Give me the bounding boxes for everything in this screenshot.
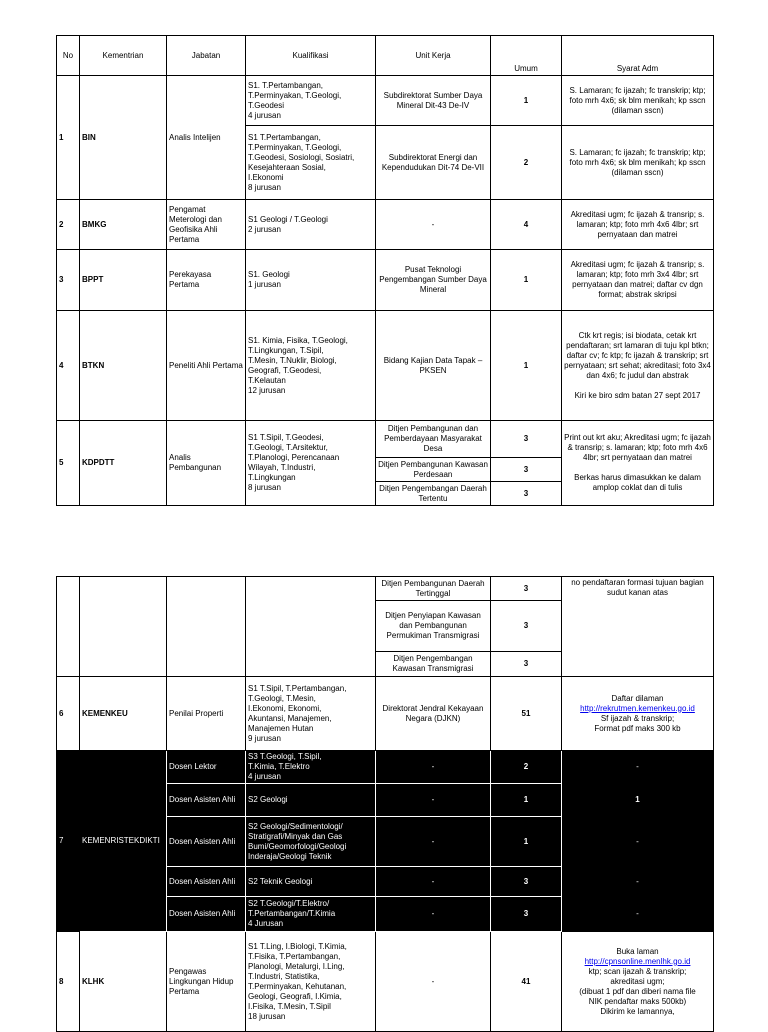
cell-kualifikasi: S1 Geologi / T.Geologi 2 jurusan (246, 200, 376, 250)
cell-umum: 3 (491, 652, 562, 677)
cell-no: 2 (57, 200, 80, 250)
cell-umum: 2 (491, 751, 562, 784)
cell-kualifikasi: S1 T.Ling, I.Biologi, T.Kimia, T.Fisika, T.Pertambangan, Planologi, Metalurgi, I.Ling, T.Industri, Statistika, T.Perminyakan, Kehutanan, Geologi, Geografi, I.Kimia, I.Fisika, T.Mesin, T.Sipil 18 jurusan (246, 932, 376, 1032)
cell-syarat: Akreditasi ugm; fc ijazah & transrip; s. lamaran; ktp; foto mrh 4x6 4lbr; srt pernyataan dan matrei (562, 200, 714, 250)
header-no: No (57, 36, 80, 76)
cell-umum: 1 (491, 311, 562, 421)
cell-no: 8 (57, 932, 80, 1032)
cell-kualifikasi: S2 Geologi (246, 784, 376, 817)
cell-jabatan: Penilai Properti (167, 677, 246, 751)
table-row (57, 200, 714, 250)
cell-unit-kerja: Bidang Kajian Data Tapak – PKSEN (376, 311, 491, 421)
cell-syarat: - (562, 817, 714, 867)
cell-unit-kerja: Direktorat Jendral Kekayaan Negara (DJKN) (376, 677, 491, 751)
cell-kualifikasi: S2 Geologi/Sedimentologi/ Stratigrafi/Minyak dan Gas Bumi/Geomorfologi/Geologi Inderaja/Geologi Teknik (246, 817, 376, 867)
formation-table-page-1 (56, 35, 714, 506)
cell-jabatan (167, 577, 246, 677)
cell-syarat (562, 932, 714, 1032)
klhk-link[interactable]: http://cpnsonline.menlhk.go.id (584, 956, 691, 966)
cell-kualifikasi: S1 T.Sipil, T.Pertambangan, T.Geologi, T.Mesin, I.Ekonomi, Ekonomi, Akuntansi, Manajemen, Manajemen Hutan 9 jurusan (246, 677, 376, 751)
syarat-text: Sf ijazah & transkrip; Format pdf maks 300 kb (594, 713, 681, 733)
cell-kualifikasi: S1 T.Sipil, T.Geodesi, T.Geologi, T.Arsitektur, T.Planologi, Perencanaan Wilayah, T.Industri, T.Lingkungan 8 jurusan (246, 421, 376, 506)
cell-umum: 3 (491, 458, 562, 482)
cell-syarat: Print out krt aku; Akreditasi ugm; fc ijazah & transrip; s. lamaran; ktp; foto mrh 4x6 4lbr; srt pernyataan dan matrei Berkas harus dimasukkan ke dalam amplop coklat dan di tulis (562, 421, 714, 506)
cell-unit-kerja: Ditjen Pembangunan Daerah Tertinggal (376, 577, 491, 601)
header-kementrian: Kementrian (80, 36, 167, 76)
table-row (57, 577, 714, 601)
formation-table-page-2 (56, 576, 714, 1032)
cell-jabatan: Dosen Asisten Ahli (167, 784, 246, 817)
table-row (57, 250, 714, 311)
cell-unit-kerja: Ditjen Penyiapan Kawasan dan Pembangunan Permukiman Transmigrasi (376, 601, 491, 652)
cell-unit-kerja: Ditjen Pembangunan Kawasan Perdesaan (376, 458, 491, 482)
cell-kementrian: BMKG (80, 200, 167, 250)
cell-umum: 51 (491, 677, 562, 751)
cell-no: 3 (57, 250, 80, 311)
kemenkeu-link[interactable]: http://rekrutmen.kemenkeu.go.id (580, 703, 695, 713)
cell-umum: 4 (491, 200, 562, 250)
cell-unit-kerja: - (376, 897, 491, 932)
cell-unit-kerja: Subdirektorat Energi dan Kependudukan Dit-74 De-VII (376, 126, 491, 200)
cell-syarat: - (562, 751, 714, 784)
cell-jabatan: Pengamat Meterologi dan Geofisika Ahli Pertama (167, 200, 246, 250)
cell-jabatan: Dosen Asisten Ahli (167, 867, 246, 897)
cell-umum: 3 (491, 601, 562, 652)
cell-kementrian: KEMENRISTEKDIKTI (80, 751, 167, 932)
cell-umum: 1 (491, 250, 562, 311)
syarat-text: Daftar dilaman (611, 693, 664, 703)
cell-syarat: 1 (562, 784, 714, 817)
cell-kualifikasi: S3 T.Geologi, T.Sipil, T.Kimia, T.Elektro 4 jurusan (246, 751, 376, 784)
cell-umum: 3 (491, 897, 562, 932)
cell-umum: 1 (491, 784, 562, 817)
cell-umum: 2 (491, 126, 562, 200)
cell-no: 6 (57, 677, 80, 751)
cell-umum: 1 (491, 817, 562, 867)
cell-kualifikasi: S1. Kimia, Fisika, T.Geologi, T.Lingkungan, T.Sipil, T.Mesin, T.Nuklir, Biologi, Geografi, T.Geodesi, T.Kelautan 12 jurusan (246, 311, 376, 421)
table-row (57, 932, 714, 1032)
cell-syarat (562, 677, 714, 751)
cell-jabatan: Analis Intelijen (167, 76, 246, 200)
cell-unit-kerja: Ditjen Pengembangan Daerah Tertentu (376, 482, 491, 506)
cell-kementrian: BIN (80, 76, 167, 200)
cell-kualifikasi: S2 T.Geologi/T.Elektro/ T.Pertambangan/T.Kimia 4 Jurusan (246, 897, 376, 932)
cell-unit-kerja: Ditjen Pengembangan Kawasan Transmigrasi (376, 652, 491, 677)
cell-jabatan: Pengawas Lingkungan Hidup Pertama (167, 932, 246, 1032)
cell-unit-kerja: - (376, 932, 491, 1032)
cell-kualifikasi: S1 T.Pertambangan, T.Perminyakan, T.Geologi, T.Geodesi, Sosiologi, Sosiatri, Kesejahteraan Sosial, I.Ekonomi 8 jurusan (246, 126, 376, 200)
cell-umum: 3 (491, 577, 562, 601)
cell-unit-kerja: - (376, 751, 491, 784)
cell-kualifikasi (246, 577, 376, 677)
cell-unit-kerja: Ditjen Pembangunan dan Pemberdayaan Masyarakat Desa (376, 421, 491, 458)
cell-kementrian: KLHK (80, 932, 167, 1032)
cell-jabatan: Peneliti Ahli Pertama (167, 311, 246, 421)
cell-kementrian (80, 577, 167, 677)
table-row (57, 421, 714, 458)
cell-unit-kerja: - (376, 784, 491, 817)
cell-syarat: Akreditasi ugm; fc ijazah & transrip; s. lamaran; ktp; foto mrh 3x4 4lbr; srt pernyataan dan matrei; daftar cv dgn format; abstrak skripsi (562, 250, 714, 311)
cell-unit-kerja: - (376, 867, 491, 897)
cell-umum: 3 (491, 867, 562, 897)
cell-unit-kerja: Subdirektorat Sumber Daya Mineral Dit-43 De-IV (376, 76, 491, 126)
cell-unit-kerja: - (376, 817, 491, 867)
cell-kualifikasi: S2 Teknik Geologi (246, 867, 376, 897)
cell-syarat: no pendaftaran formasi tujuan bagian sudut kanan atas (562, 577, 714, 677)
cell-umum: 3 (491, 421, 562, 458)
table-row (57, 751, 714, 784)
syarat-text: ktp; scan ijazah & transkrip; akreditasi ugm; (dibuat 1 pdf dan diberi nama file NIK pendaftar maks 500kb) Dikirim ke lamannya, (579, 966, 696, 1016)
cell-no: 5 (57, 421, 80, 506)
cell-syarat: S. Lamaran; fc ijazah; fc transkrip; ktp; foto mrh 4x6; sk blm menikah; kp sscn (dilaman sscn) (562, 76, 714, 126)
cell-no: 7 (57, 751, 80, 932)
header-syarat-adm: Syarat Adm (562, 36, 714, 76)
cell-kementrian: BTKN (80, 311, 167, 421)
cell-kualifikasi: S1. T.Pertambangan, T.Perminyakan, T.Geologi, T.Geodesi 4 jurusan (246, 76, 376, 126)
syarat-text: Buka laman (616, 946, 659, 956)
table-row (57, 76, 714, 126)
cell-kualifikasi: S1. Geologi 1 jurusan (246, 250, 376, 311)
cell-jabatan: Dosen Asisten Ahli (167, 817, 246, 867)
table-row (57, 311, 714, 421)
cell-kementrian: BPPT (80, 250, 167, 311)
cell-jabatan: Analis Pembangunan (167, 421, 246, 506)
cell-umum: 1 (491, 76, 562, 126)
header-unit-kerja: Unit Kerja (376, 36, 491, 76)
cell-kementrian: KDPDTT (80, 421, 167, 506)
cell-syarat: - (562, 867, 714, 897)
cell-syarat: - (562, 897, 714, 932)
cell-unit-kerja: - (376, 200, 491, 250)
header-kualifikasi: Kualifikasi (246, 36, 376, 76)
header-row (57, 36, 714, 76)
cell-jabatan: Perekayasa Pertama (167, 250, 246, 311)
header-umum: Umum (491, 36, 562, 76)
cell-jabatan: Dosen Lektor (167, 751, 246, 784)
header-jabatan: Jabatan (167, 36, 246, 76)
cell-syarat: S. Lamaran; fc ijazah; fc transkrip; ktp; foto mrh 4x6; sk blm menikah; kp sscn (dilaman sscn) (562, 126, 714, 200)
cell-no (57, 577, 80, 677)
cell-umum: 41 (491, 932, 562, 1032)
table-row (57, 677, 714, 751)
cell-syarat: Ctk krt regis; isi biodata, cetak krt pendaftaran; srt lamaran di tuju kpl btkn; daftar cv; fc ktp; fc ijazah & transkrip; srt pernyataan; srt sehat; akreditasi; foto 3x4 dan 4x6; fc judul dan abstrak Kiri ke biro sdm batan 27 sept 2017 (562, 311, 714, 421)
cell-no: 1 (57, 76, 80, 200)
cell-umum: 3 (491, 482, 562, 506)
cell-kementrian: KEMENKEU (80, 677, 167, 751)
cell-jabatan: Dosen Asisten Ahli (167, 897, 246, 932)
cell-no: 4 (57, 311, 80, 421)
cell-unit-kerja: Pusat Teknologi Pengembangan Sumber Daya Mineral (376, 250, 491, 311)
